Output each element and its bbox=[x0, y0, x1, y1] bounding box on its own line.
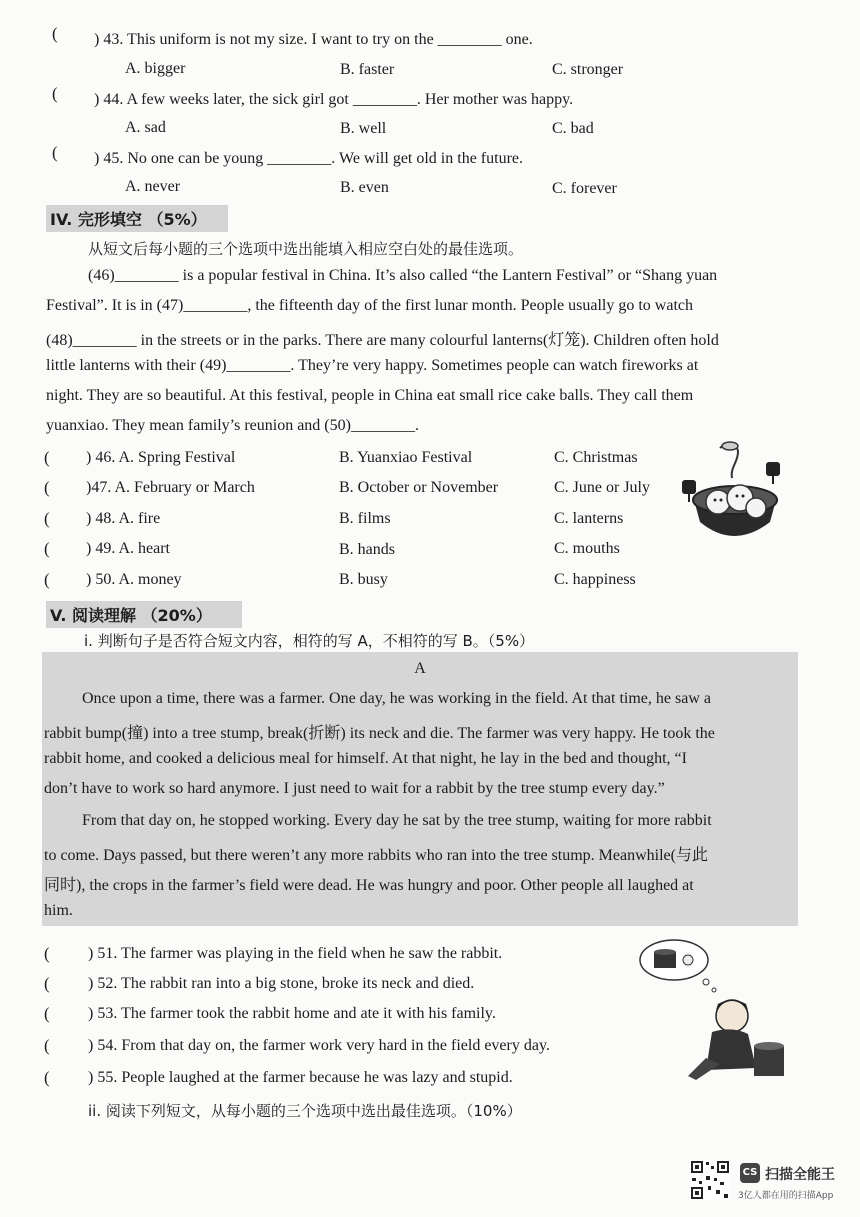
answer-paren[interactable]: ( bbox=[52, 84, 58, 103]
cloze-line: little lanterns with their (49)________. They’re very happy. Sometimes people can watch fireworks at bbox=[46, 357, 699, 374]
answer-paren[interactable]: ( bbox=[44, 509, 50, 528]
statement-text: ) 52. The rabbit ran into a big stone, broke its neck and died. bbox=[88, 975, 475, 992]
option-b: B. October or November bbox=[339, 479, 499, 496]
option-a: A. bigger bbox=[125, 60, 186, 77]
option-a: ) 48. A. fire bbox=[86, 510, 161, 527]
option-b: B. busy bbox=[339, 571, 388, 588]
answer-paren[interactable]: ( bbox=[44, 570, 50, 589]
option-a: A. never bbox=[125, 178, 181, 195]
passage-line: From that day on, he stopped working. Every day he sat by the tree stump, waiting for more rabbit bbox=[82, 812, 712, 829]
passage-line: 同时), the crops in the farmer’s field were dead. He was hungry and poor. Other people all laughed at bbox=[44, 877, 694, 894]
answer-paren[interactable]: ( bbox=[44, 1068, 50, 1087]
option-c: C. mouths bbox=[554, 540, 620, 557]
qr-code-icon bbox=[690, 1160, 730, 1200]
option-b: B. films bbox=[339, 510, 391, 527]
option-c: C. lanterns bbox=[554, 510, 624, 527]
passage-line: Once upon a time, there was a farmer. One day, he was working in the field. At that time, he saw a bbox=[82, 690, 711, 707]
passage-line: to come. Days passed, but there weren’t any more rabbits who ran into the tree stump. Meanwhile(与此 bbox=[44, 847, 708, 864]
answer-paren[interactable]: ( bbox=[52, 24, 58, 43]
option-a: ) 49. A. heart bbox=[86, 540, 170, 557]
answer-paren[interactable]: ( bbox=[44, 944, 50, 963]
option-a: )47. A. February or March bbox=[86, 479, 255, 496]
yuanxiao-bowl-illustration bbox=[680, 440, 790, 555]
question-text: ) 44. A few weeks later, the sick girl got ________. Her mother was happy. bbox=[94, 91, 574, 108]
passage-line: don’t have to work so hard anymore. I just need to wait for a rabbit by the tree stump every day.” bbox=[44, 780, 665, 797]
option-c: C. happiness bbox=[554, 571, 636, 588]
section-v-heading: V. 阅读理解 （20%） bbox=[46, 601, 242, 628]
cloze-line: (48)________ in the streets or in the parks. There are many colourful lanterns(灯笼). Children often hold bbox=[46, 332, 719, 349]
cloze-line: night. They are so beautiful. At this festival, people in China eat small rice cake balls. They call them bbox=[46, 387, 694, 404]
statement-text: ) 51. The farmer was playing in the field when he saw the rabbit. bbox=[88, 945, 503, 962]
passage-title: A bbox=[414, 660, 426, 677]
option-c: C. forever bbox=[552, 180, 617, 197]
section-iv-heading: IV. 完形填空 （5%） bbox=[46, 205, 228, 232]
farmer-waiting-illustration bbox=[636, 938, 796, 1083]
watermark-app-name: 扫描全能王 bbox=[765, 1167, 835, 1183]
option-b: B. even bbox=[340, 179, 389, 196]
part-ii-instruction: ii. 阅读下列短文，从每小题的三个选项中选出最佳选项。（10%） bbox=[88, 1102, 522, 1120]
passage-line: rabbit bump(撞) into a tree stump, break(折断) its neck and die. The farmer was very happy. He took the bbox=[44, 725, 715, 742]
watermark-slogan: 3亿人都在用的扫描App bbox=[738, 1191, 834, 1201]
answer-paren[interactable]: ( bbox=[44, 539, 50, 558]
question-text: ) 45. No one can be young ________. We will get old in the future. bbox=[94, 150, 523, 167]
answer-paren[interactable]: ( bbox=[44, 1004, 50, 1023]
answer-paren[interactable]: ( bbox=[44, 478, 50, 497]
cloze-line: (46)________ is a popular festival in China. It’s also called “the Lantern Festival” or “Shang yuan bbox=[88, 267, 718, 284]
option-a: ) 50. A. money bbox=[86, 571, 182, 588]
passage-line: him. bbox=[44, 902, 73, 919]
answer-paren[interactable]: ( bbox=[44, 1036, 50, 1055]
part-i-instruction: i. 判断句子是否符合短文内容，相符的写 A，不相符的写 B。（5%） bbox=[84, 632, 535, 650]
option-c: C. stronger bbox=[552, 61, 624, 78]
answer-paren[interactable]: ( bbox=[44, 974, 50, 993]
cloze-line: Festival”. It is in (47)________, the fifteenth day of the first lunar month. People usually go to watch bbox=[46, 297, 693, 314]
option-a: ) 46. A. Spring Festival bbox=[86, 449, 236, 466]
cloze-line: yuanxiao. They mean family’s reunion and (50)________. bbox=[46, 417, 419, 434]
option-b: B. well bbox=[340, 120, 387, 137]
option-c: C. bad bbox=[552, 120, 594, 137]
section-iv-instruction: 从短文后每小题的三个选项中选出能填入相应空白处的最佳选项。 bbox=[88, 240, 524, 258]
option-a: A. sad bbox=[125, 119, 166, 136]
option-c: C. Christmas bbox=[554, 449, 638, 466]
option-b: B. Yuanxiao Festival bbox=[339, 449, 473, 466]
question-text: ) 43. This uniform is not my size. I want to try on the ________ one. bbox=[94, 31, 533, 48]
option-b: B. faster bbox=[340, 61, 395, 78]
passage-line: rabbit home, and cooked a delicious meal for himself. At that night, he lay in the bed and thought, “I bbox=[44, 750, 687, 767]
answer-paren[interactable]: ( bbox=[52, 143, 58, 162]
answer-paren[interactable]: ( bbox=[44, 448, 50, 467]
statement-text: ) 55. People laughed at the farmer because he was lazy and stupid. bbox=[88, 1069, 513, 1086]
camscanner-logo: CS bbox=[740, 1163, 760, 1183]
option-c: C. June or July bbox=[554, 479, 650, 496]
reading-passage-a bbox=[42, 652, 798, 926]
statement-text: ) 53. The farmer took the rabbit home and ate it with his family. bbox=[88, 1005, 496, 1022]
statement-text: ) 54. From that day on, the farmer work very hard in the field every day. bbox=[88, 1037, 550, 1054]
option-b: B. hands bbox=[339, 541, 395, 558]
